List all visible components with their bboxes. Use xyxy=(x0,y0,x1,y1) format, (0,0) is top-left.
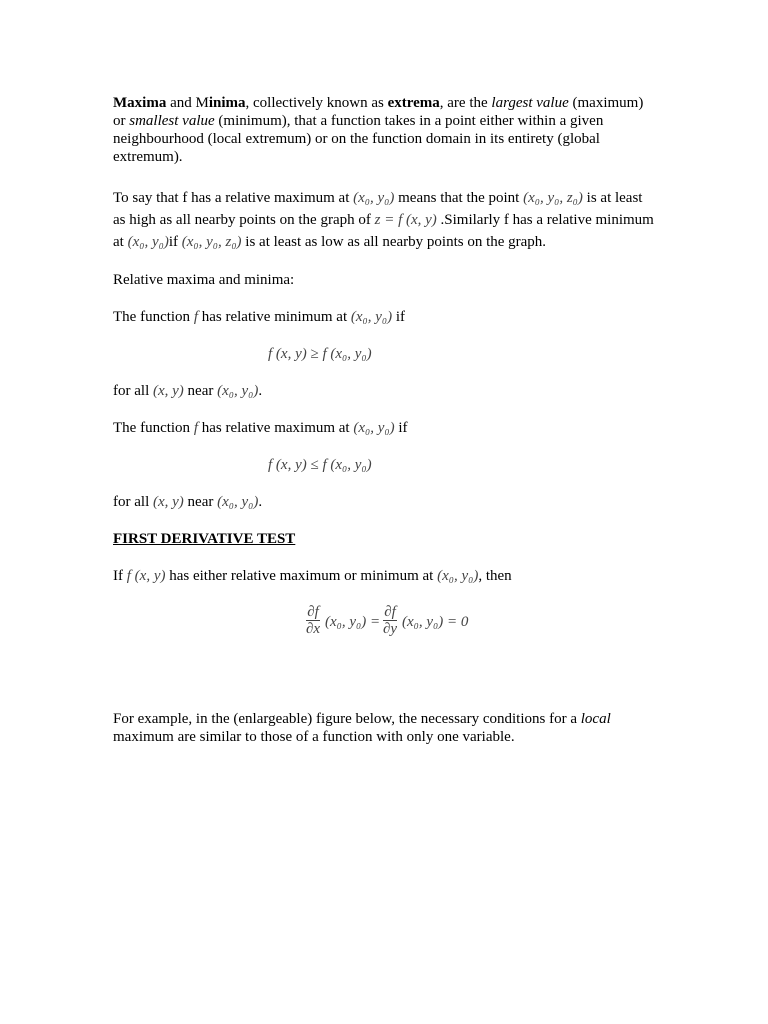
term-maxima: Maxima xyxy=(113,95,167,111)
first-test-statement xyxy=(113,567,658,585)
numerator-partial-f: ∂f xyxy=(384,604,396,620)
max-inequality-formula: f (x, y) ≤ f (x₀, y₀) xyxy=(268,457,372,473)
intro-text: and M xyxy=(166,95,209,111)
for-all-text: for all xyxy=(113,494,153,510)
min-condition-intro xyxy=(113,308,658,326)
max-condition-intro xyxy=(113,419,658,437)
intro-text: (minimum), that a function takes in a point either within a given neighbourhood (local extremum) or on the function domain in its entirety (global extremum). xyxy=(113,113,604,165)
df-dy-fraction xyxy=(383,604,397,637)
def-text: To say that f has a relative maximum at xyxy=(113,190,354,206)
for-all-text: for all xyxy=(113,383,153,399)
math-point-x0y0: (x₀, y₀) xyxy=(350,309,393,325)
intro-text: (maximum) or xyxy=(113,95,644,129)
term-minima: inima xyxy=(208,95,246,111)
point-equals: (x₀, y₀) = xyxy=(325,614,381,630)
max-text: The function xyxy=(113,420,194,436)
max-for-all-line xyxy=(113,493,658,511)
math-point-x0y0z0: (x₀, y₀, z₀) xyxy=(181,234,242,250)
near-text: near xyxy=(183,383,218,399)
math-point-x0y0: (x₀, y₀) xyxy=(353,420,395,436)
numerator-partial-f: ∂f xyxy=(307,604,319,620)
denominator-partial-y: ∂y xyxy=(383,621,398,637)
math-point-x0y0z0: (x₀, y₀, z₀) xyxy=(523,190,583,206)
min-inequality-formula: f (x, y) ≥ f (x₀, y₀) xyxy=(268,346,372,362)
intro-paragraph xyxy=(113,94,658,166)
min-text: if xyxy=(392,309,406,325)
math-z-equals-f: z = f (x, y) xyxy=(374,212,437,228)
example-paragraph xyxy=(113,710,658,746)
relative-extrema-heading: Relative maxima and minima: xyxy=(113,272,295,288)
def-text: means that the point xyxy=(394,190,524,206)
math-point-xy: (x, y) xyxy=(152,494,184,510)
math-f: f xyxy=(193,309,198,325)
example-text: For example, in the (enlargeable) figure below, the necessary conditions for a xyxy=(113,711,581,727)
term-smallest-value: smallest value xyxy=(129,113,215,129)
max-text: if xyxy=(394,420,408,436)
near-text: near xyxy=(183,494,218,510)
partial-derivative-formula xyxy=(113,604,658,652)
min-text: The function xyxy=(113,309,194,325)
df-dx-fraction xyxy=(306,604,320,637)
example-text: maximum are similar to those of a function with only one variable. xyxy=(113,729,515,745)
intro-text: , collectively known as xyxy=(245,95,388,111)
def-text: is at least as high as all nearby points on the graph of xyxy=(113,190,643,228)
first-derivative-test-heading: FIRST DERIVATIVE TEST xyxy=(113,531,296,547)
max-text: has relative maximum at xyxy=(197,420,354,436)
def-text: .Similarly f has a relative minimum at xyxy=(113,212,654,250)
if-text: If xyxy=(113,568,127,584)
document-page xyxy=(113,94,658,746)
math-f: f xyxy=(193,420,198,436)
math-point-x0y0: (x₀, y₀) xyxy=(353,190,395,206)
period: . xyxy=(258,494,263,510)
math-point-x0y0: (x₀, y₀) xyxy=(127,234,169,250)
first-test-text: has either relative maximum or minimum at xyxy=(165,568,438,584)
math-point-x0y0: (x₀, y₀) xyxy=(217,383,259,399)
intro-text: , are the xyxy=(439,95,492,111)
def-text: is at least as low as all nearby points on the graph. xyxy=(241,234,547,250)
then-text: , then xyxy=(478,568,512,584)
def-text: if xyxy=(168,234,182,250)
math-point-x0y0: (x₀, y₀) xyxy=(217,494,259,510)
denominator-partial-x: ∂x xyxy=(306,621,321,637)
point-equals-zero: (x₀, y₀) = 0 xyxy=(402,614,469,630)
term-local: local xyxy=(580,711,611,727)
math-fxy: f (x, y) xyxy=(126,568,166,584)
period: . xyxy=(258,383,263,399)
term-extrema: extrema xyxy=(387,95,440,111)
min-text: has relative minimum at xyxy=(197,309,351,325)
min-for-all-line xyxy=(113,382,658,400)
relative-definition-paragraph xyxy=(113,187,658,253)
term-largest-value: largest value xyxy=(491,95,569,111)
math-point-xy: (x, y) xyxy=(152,383,184,399)
math-point-x0y0: (x₀, y₀) xyxy=(437,568,479,584)
